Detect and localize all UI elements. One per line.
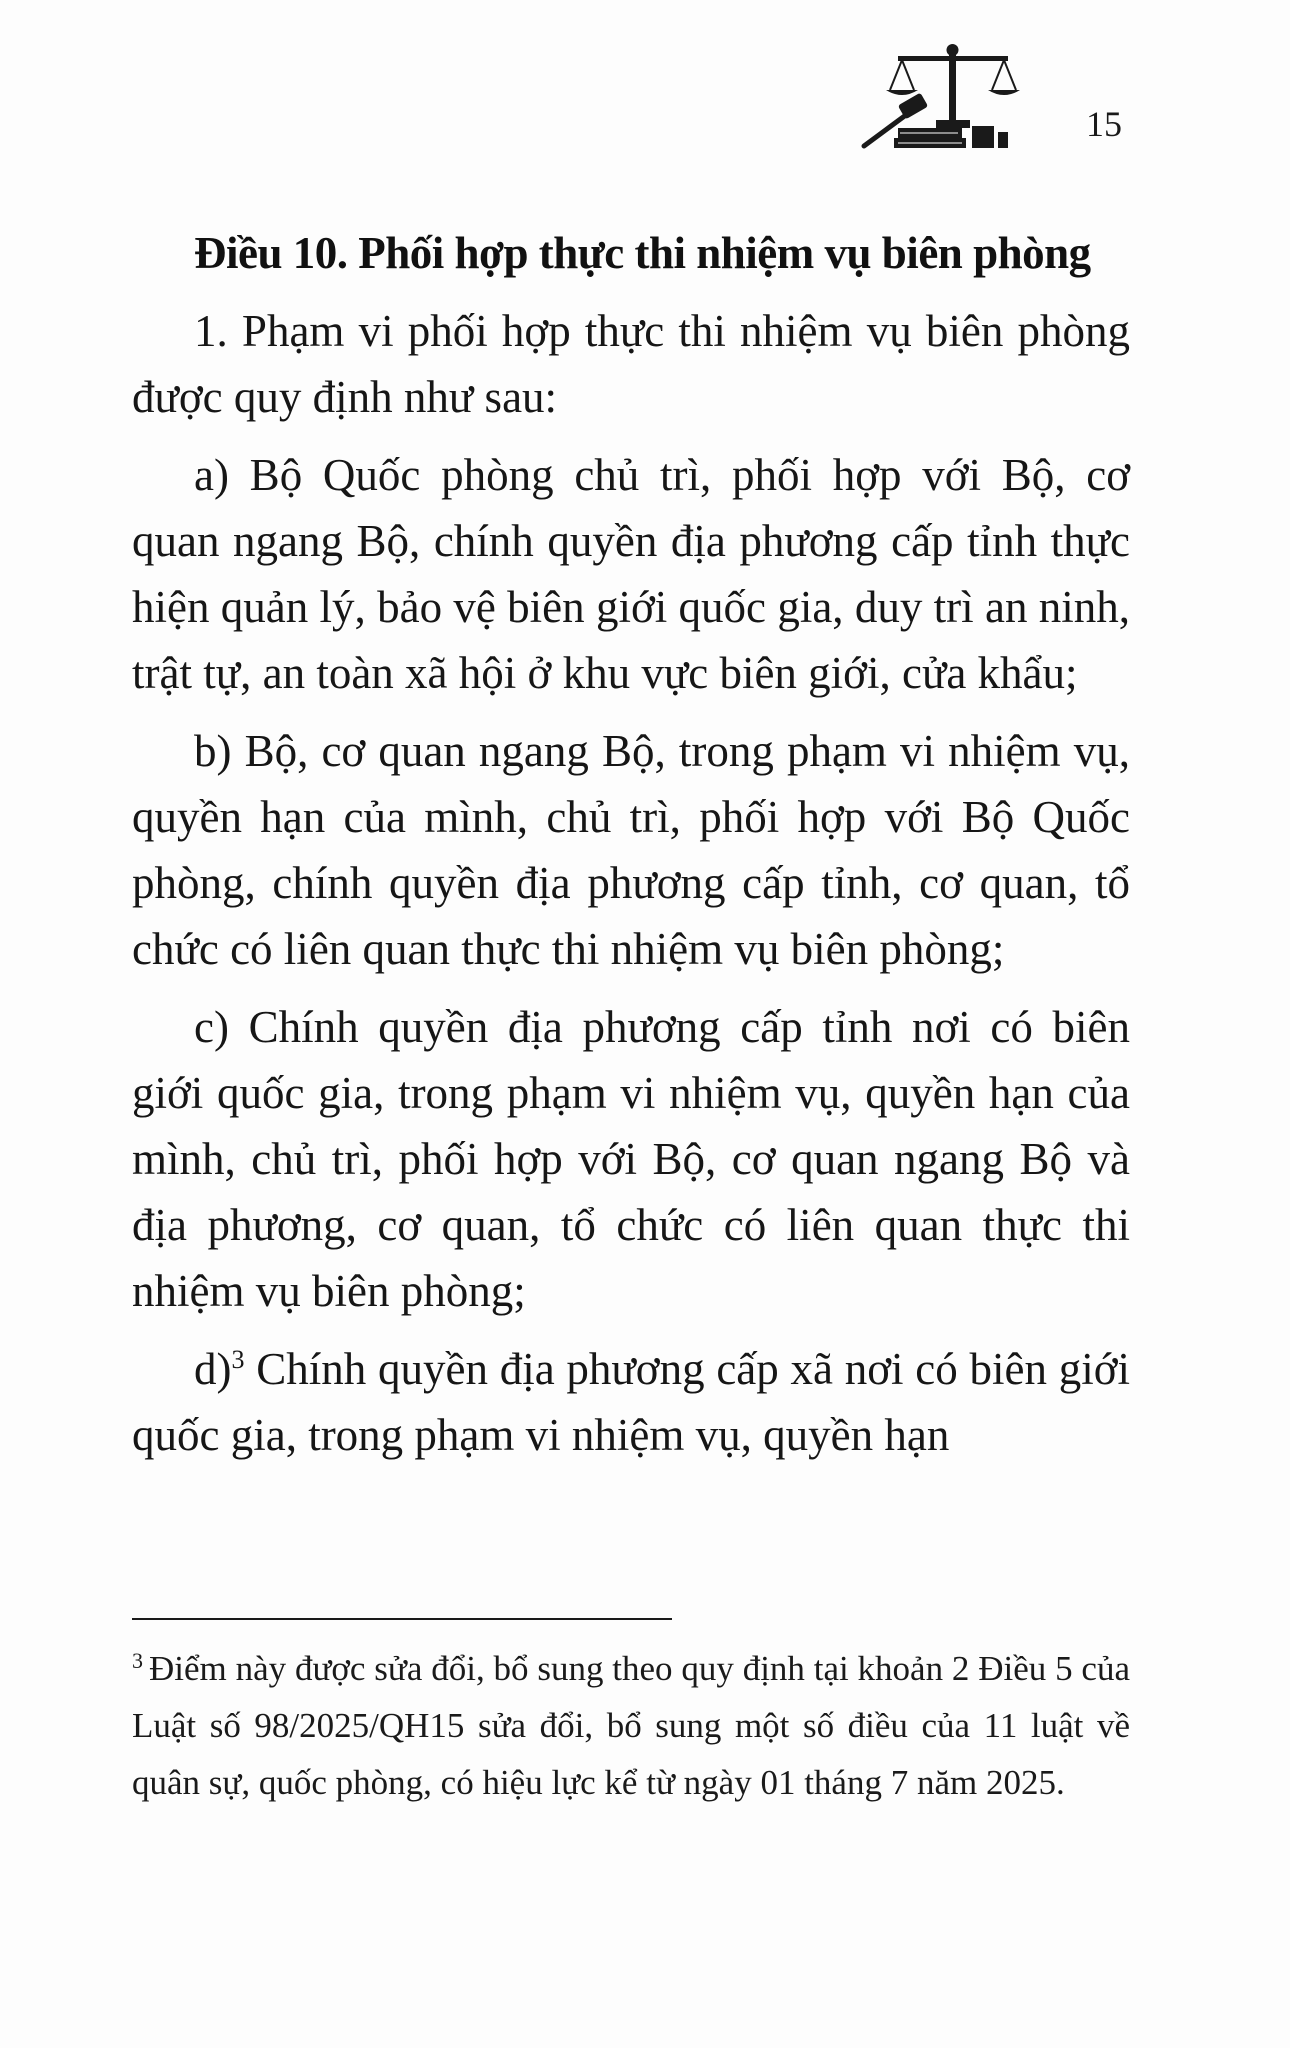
footnote-text: Điểm này được sửa đổi, bổ sung theo quy định tại khoản 2 Điều 5 của Luật số 98/2025/QH15 sửa đổi, bổ sung một số điều của 11 luật về quân sự, quốc phòng, có hiệu lực kể từ ngày 01 tháng 7 năm 2025.: [132, 1649, 1130, 1802]
article-heading: Điều 10. Phối hợp thực thi nhiệm vụ biên phòng: [194, 228, 1091, 278]
page-number: 15: [1086, 104, 1122, 144]
point-d-text: Chính quyền địa phương cấp xã nơi có biên giới quốc gia, trong phạm vi nhiệm vụ, quyền hạn: [132, 1344, 1130, 1460]
scales-of-justice-icon: [860, 42, 1050, 152]
clause-1: 1. Phạm vi phối hợp thực thi nhiệm vụ biên phòng được quy định như sau:: [132, 306, 1130, 422]
footnote: [132, 1640, 1130, 1811]
point-d: [132, 1336, 1130, 1468]
point-d-label: d): [194, 1344, 232, 1394]
article-body: [132, 220, 1130, 1468]
footnote-mark: 3: [132, 1648, 143, 1673]
point-b: b) Bộ, cơ quan ngang Bộ, trong phạm vi nhiệm vụ, quyền hạn của mình, chủ trì, phối hợp với Bộ Quốc phòng, chính quyền địa phương cấp tỉnh, cơ quan, tổ chức có liên quan thực thi nhiệm vụ biên phòng;: [132, 726, 1130, 974]
point-a: a) Bộ Quốc phòng chủ trì, phối hợp với Bộ, cơ quan ngang Bộ, chính quyền địa phương cấp tỉnh thực hiện quản lý, bảo vệ biên giới quốc gia, duy trì an ninh, trật tự, an toàn xã hội ở khu vực biên giới, cửa khẩu;: [132, 450, 1130, 698]
point-c: c) Chính quyền địa phương cấp tỉnh nơi có biên giới quốc gia, trong phạm vi nhiệm vụ, quyền hạn của mình, chủ trì, phối hợp với Bộ, cơ quan ngang Bộ và địa phương, cơ quan, tổ chức có liên quan thực thi nhiệm vụ biên phòng;: [132, 1002, 1130, 1316]
footnote-divider: [132, 1618, 672, 1620]
footnote-reference[interactable]: 3: [231, 1345, 245, 1374]
